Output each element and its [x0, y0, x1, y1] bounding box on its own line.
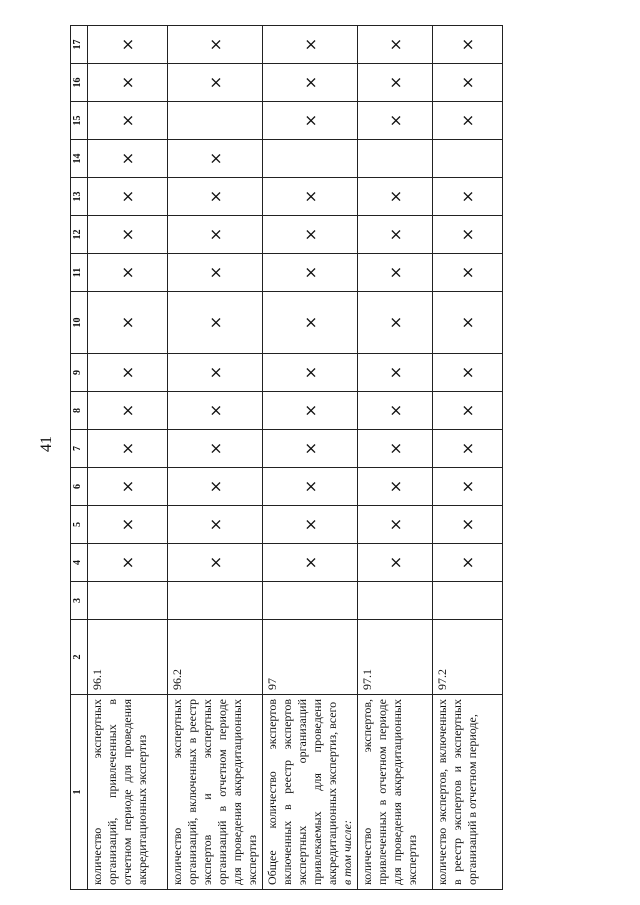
- cross-mark-cell: ×: [168, 292, 263, 354]
- cross-mark-cell: ×: [433, 26, 503, 64]
- cross-mark-cell: ×: [168, 544, 263, 582]
- cross-mark-cell: ×: [168, 392, 263, 430]
- column-header: 13: [71, 178, 88, 216]
- table-row: [358, 26, 433, 890]
- cross-mark-cell: ×: [263, 468, 358, 506]
- cross-mark-cell: ×: [433, 468, 503, 506]
- column-header: 14: [71, 140, 88, 178]
- cross-mark-cell: ×: [263, 544, 358, 582]
- cross-mark-cell: ×: [263, 178, 358, 216]
- cross-mark-cell: ×: [358, 254, 433, 292]
- cross-mark-cell: ×: [168, 140, 263, 178]
- cross-mark-cell: ×: [263, 392, 358, 430]
- cross-mark-cell: ×: [263, 64, 358, 102]
- column-header: 12: [71, 216, 88, 254]
- column-header: 16: [71, 64, 88, 102]
- cross-mark-cell: ×: [88, 392, 168, 430]
- row-description: количество экспертов, включенных в реестр экспертов и экспертных организаций в отчетном периоде,: [433, 695, 503, 890]
- cross-mark-cell: ×: [168, 216, 263, 254]
- cross-mark-cell: [433, 582, 503, 620]
- cross-mark-cell: ×: [358, 26, 433, 64]
- cross-mark-cell: ×: [263, 354, 358, 392]
- row-description: Общее количество экспертов включенных в реестр экспертов экспертных организаций привлекаемых для проведени аккредитационных экспертиз, всего в том числе:: [263, 695, 358, 890]
- cross-mark-cell: ×: [88, 430, 168, 468]
- cross-mark-cell: [358, 140, 433, 178]
- cross-mark-cell: ×: [263, 506, 358, 544]
- cross-mark-cell: ×: [263, 102, 358, 140]
- column-header: 11: [71, 254, 88, 292]
- cross-mark-cell: ×: [433, 102, 503, 140]
- cross-mark-cell: [433, 140, 503, 178]
- cross-mark-cell: [88, 582, 168, 620]
- cross-mark-cell: ×: [433, 216, 503, 254]
- cross-mark-cell: ×: [88, 292, 168, 354]
- cross-mark-cell: [263, 582, 358, 620]
- row-code: 96.1: [88, 620, 168, 695]
- column-header: 3: [71, 582, 88, 620]
- cross-mark-cell: ×: [168, 506, 263, 544]
- column-header: 1: [71, 695, 88, 890]
- cross-mark-cell: ×: [358, 216, 433, 254]
- cross-mark-cell: ×: [168, 430, 263, 468]
- cross-mark-cell: ×: [433, 430, 503, 468]
- column-header: 15: [71, 102, 88, 140]
- cross-mark-cell: ×: [88, 26, 168, 64]
- table-row: [88, 26, 168, 890]
- cross-mark-cell: ×: [168, 354, 263, 392]
- cross-mark-cell: ×: [433, 392, 503, 430]
- cross-mark-cell: ×: [358, 292, 433, 354]
- cross-mark-cell: ×: [168, 64, 263, 102]
- cross-mark-cell: ×: [168, 468, 263, 506]
- column-header: 2: [71, 620, 88, 695]
- column-header: 6: [71, 468, 88, 506]
- cross-mark-cell: ×: [358, 178, 433, 216]
- cross-mark-cell: ×: [358, 468, 433, 506]
- cross-mark-cell: ×: [433, 544, 503, 582]
- cross-mark-cell: ×: [168, 254, 263, 292]
- table-row: [433, 26, 503, 890]
- cross-mark-cell: ×: [263, 216, 358, 254]
- cross-mark-cell: ×: [358, 430, 433, 468]
- cross-mark-cell: ×: [433, 178, 503, 216]
- cross-mark-cell: ×: [88, 140, 168, 178]
- page-number: 41: [38, 436, 55, 452]
- data-table: [70, 25, 503, 890]
- column-header: 17: [71, 26, 88, 64]
- cross-mark-cell: ×: [168, 178, 263, 216]
- cross-mark-cell: [358, 582, 433, 620]
- cross-mark-cell: ×: [263, 254, 358, 292]
- cross-mark-cell: ×: [88, 254, 168, 292]
- row-code: 97: [263, 620, 358, 695]
- cross-mark-cell: ×: [358, 102, 433, 140]
- cross-mark-cell: [263, 140, 358, 178]
- cross-mark-cell: ×: [88, 216, 168, 254]
- cross-mark-cell: ×: [433, 506, 503, 544]
- column-header: 5: [71, 506, 88, 544]
- column-header: 7: [71, 430, 88, 468]
- row-description: количество экспертных организаций, привлеченных в отчетном периоде для проведения аккредитационных экспертиз: [88, 695, 168, 890]
- row-code: 97.2: [433, 620, 503, 695]
- cross-mark-cell: ×: [358, 64, 433, 102]
- cross-mark-cell: ×: [88, 64, 168, 102]
- cross-mark-cell: ×: [88, 178, 168, 216]
- table-row: [263, 26, 358, 890]
- cross-mark-cell: ×: [263, 292, 358, 354]
- row-note: в том числе:: [340, 820, 354, 885]
- cross-mark-cell: ×: [88, 544, 168, 582]
- cross-mark-cell: ×: [88, 506, 168, 544]
- cross-mark-cell: ×: [88, 468, 168, 506]
- rotated-table-container: [70, 30, 500, 890]
- row-description: количество экспертных организаций, включенных в реестр экспертов и экспертных организаций в отчетном периоде для проведения аккредитационных экспертиз: [168, 695, 263, 890]
- cross-mark-cell: ×: [263, 26, 358, 64]
- cross-mark-cell: ×: [263, 430, 358, 468]
- cross-mark-cell: ×: [358, 392, 433, 430]
- cross-mark-cell: ×: [433, 64, 503, 102]
- cross-mark-cell: ×: [358, 544, 433, 582]
- row-code: 97.1: [358, 620, 433, 695]
- column-header: 9: [71, 354, 88, 392]
- cross-mark-cell: ×: [433, 354, 503, 392]
- cross-mark-cell: [168, 582, 263, 620]
- cross-mark-cell: ×: [88, 102, 168, 140]
- cross-mark-cell: ×: [358, 506, 433, 544]
- cross-mark-cell: ×: [433, 254, 503, 292]
- row-code: 96.2: [168, 620, 263, 695]
- cross-mark-cell: ×: [358, 354, 433, 392]
- cross-mark-cell: [168, 102, 263, 140]
- column-header: 10: [71, 292, 88, 354]
- column-header: 4: [71, 544, 88, 582]
- cross-mark-cell: ×: [168, 26, 263, 64]
- cross-mark-cell: ×: [433, 292, 503, 354]
- column-header: 8: [71, 392, 88, 430]
- cross-mark-cell: ×: [88, 354, 168, 392]
- header-row: [71, 26, 88, 890]
- row-description: количество экспертов, привлеченных в отчетном периоде для проведения аккредитационных экспертиз: [358, 695, 433, 890]
- table-row: [168, 26, 263, 890]
